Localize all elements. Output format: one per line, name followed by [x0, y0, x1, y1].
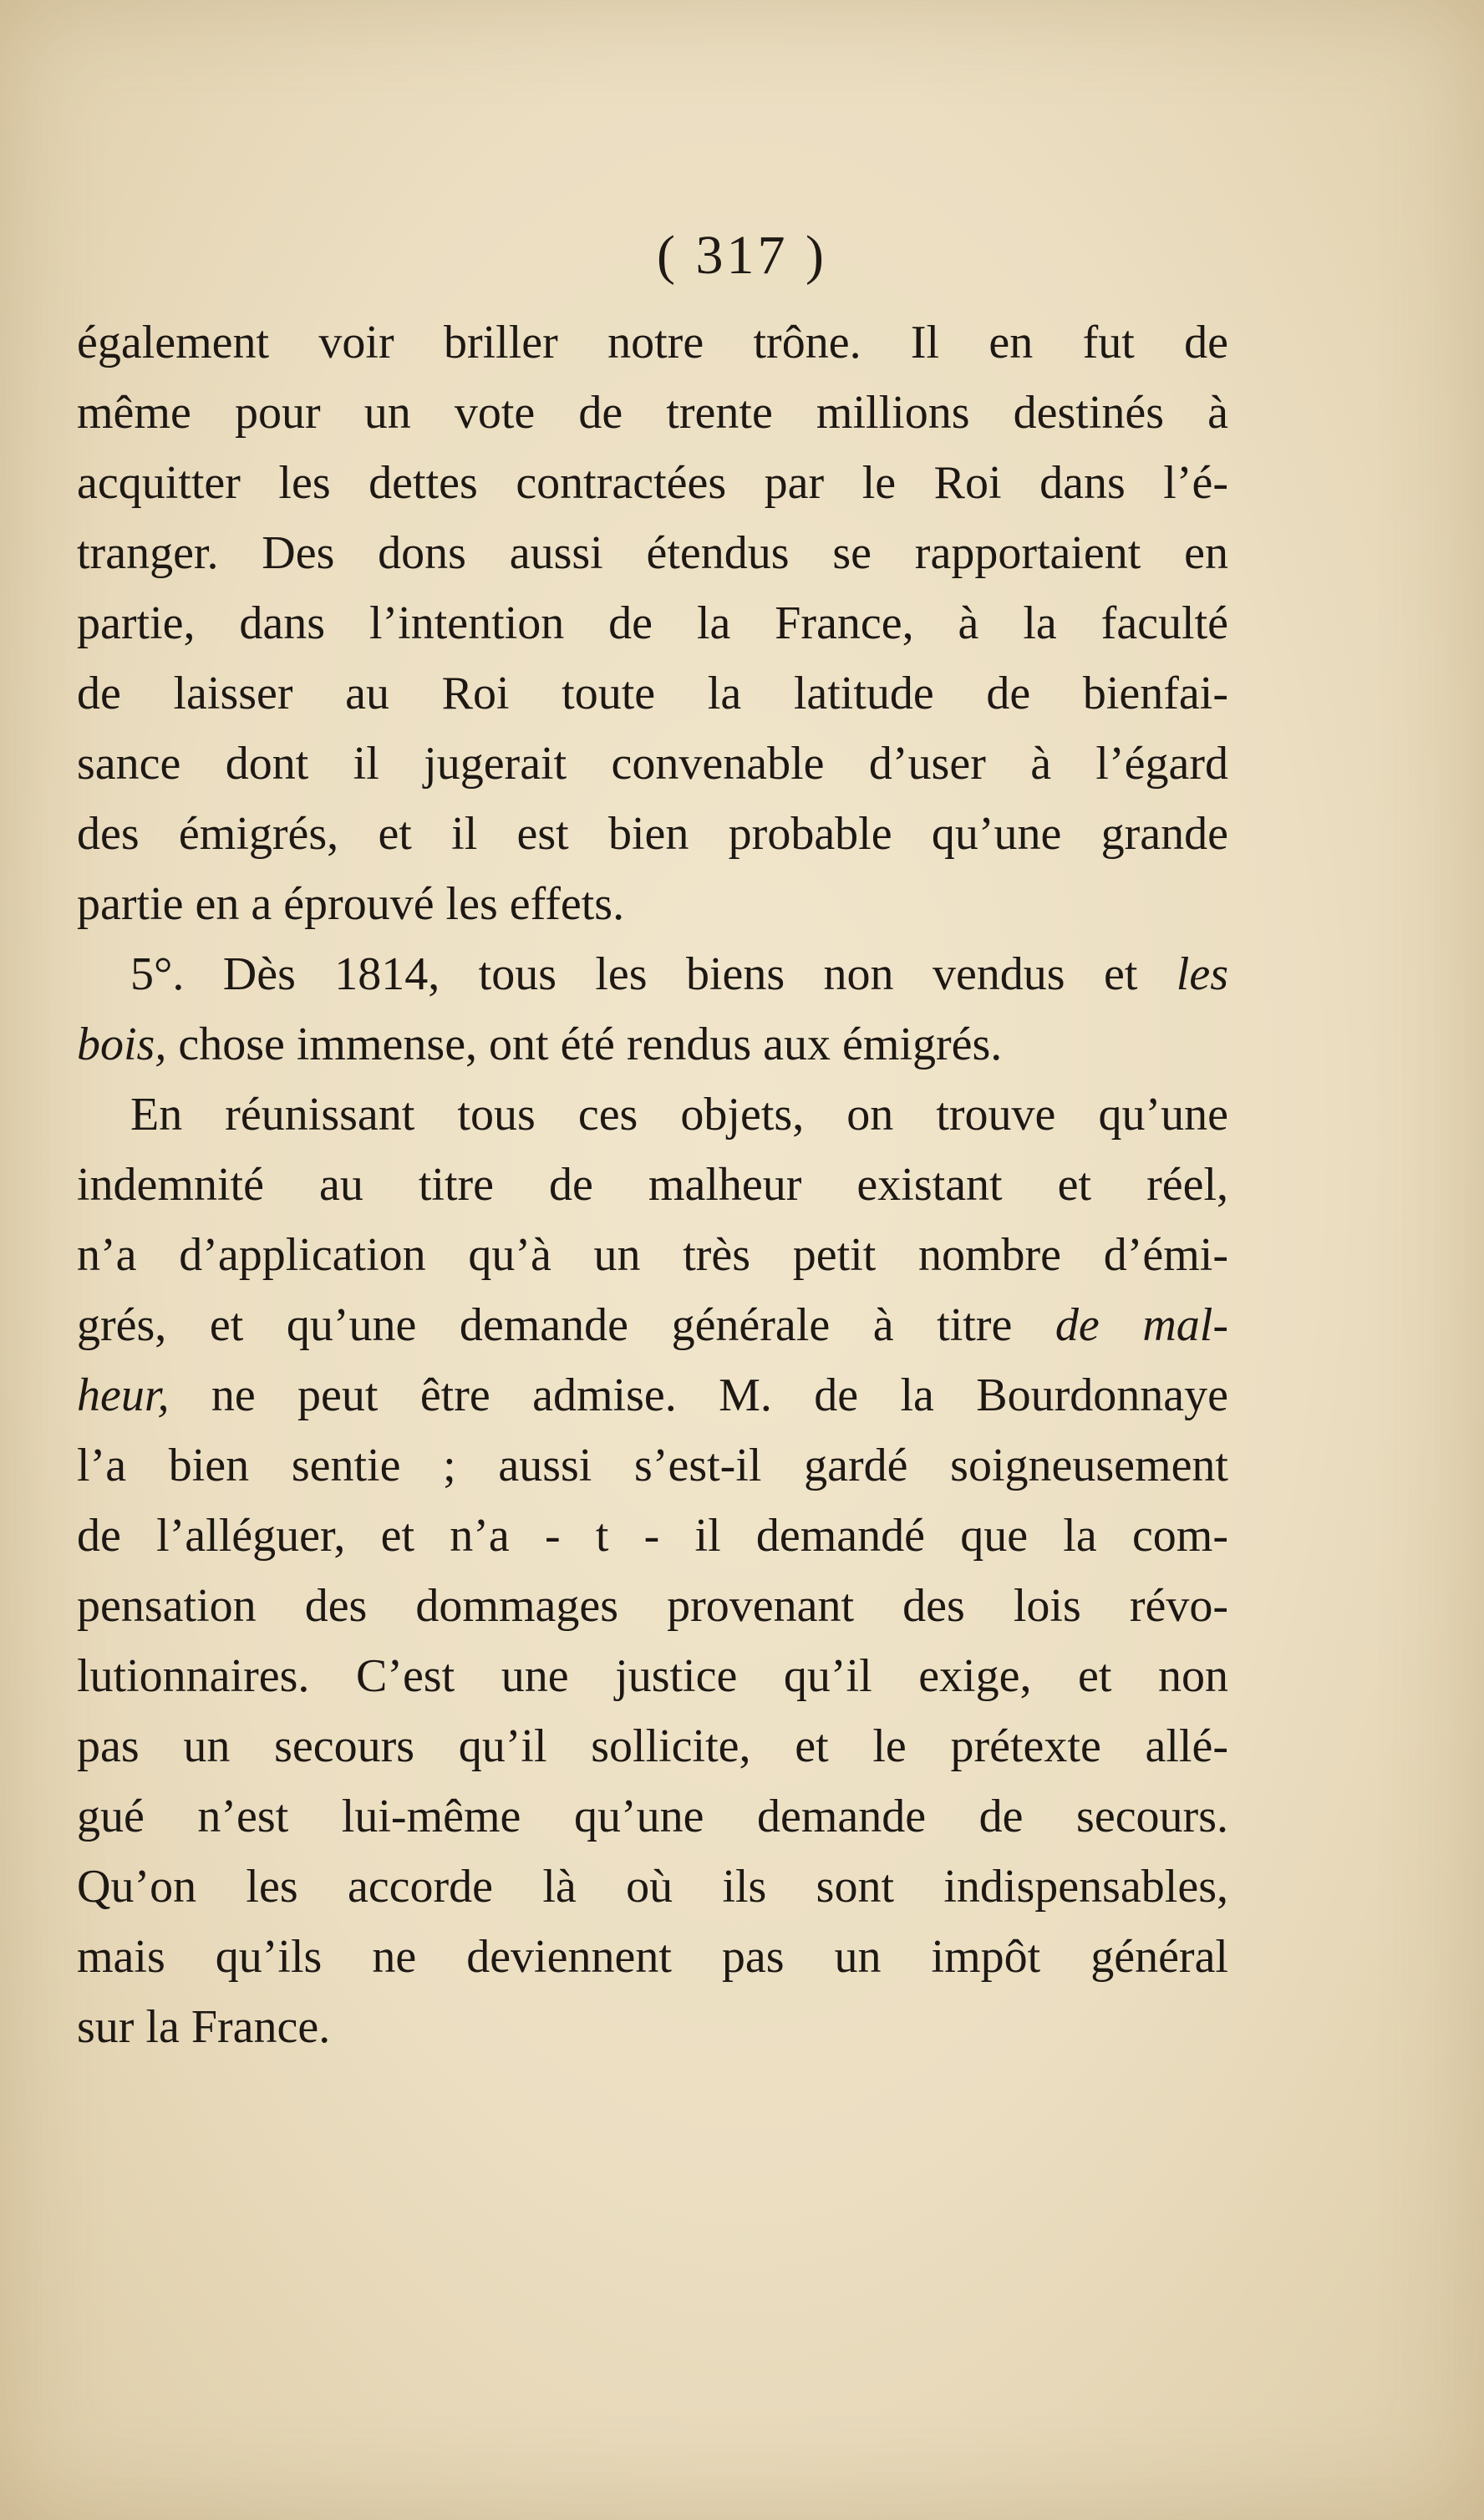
text-segment: sur la France. — [77, 2001, 331, 2053]
text-line — [77, 729, 1228, 799]
text-segment: ne peut être admise. M. de la Bourdonnaye — [169, 1369, 1228, 1421]
text-line — [77, 1711, 1228, 1781]
text-segment: pas un secours qu’il sollicite, et le prétexte allé- — [77, 1720, 1228, 1772]
text-line — [77, 588, 1228, 658]
paragraph-end-line — [77, 869, 1228, 939]
text-line — [77, 1781, 1228, 1852]
text-line — [77, 1150, 1228, 1220]
paragraph-start-line — [77, 1080, 1228, 1150]
text-segment: indemnité au titre de malheur existant et réel, — [77, 1159, 1228, 1211]
italic-segment: de mal- — [1055, 1299, 1228, 1351]
text-line — [77, 1571, 1228, 1641]
text-line — [77, 658, 1228, 729]
body-text — [77, 307, 1228, 2062]
page-number: ( 317 ) — [657, 225, 827, 286]
text-line — [77, 1430, 1228, 1501]
text-segment: gué n’est lui-même qu’une demande de secours. — [77, 1791, 1228, 1842]
text-segment: de l’alléguer, et n’a - t - il demandé que la com- — [77, 1510, 1228, 1562]
text-segment: grés, et qu’une demande générale à titre — [77, 1299, 1055, 1351]
text-segment: également voir briller notre trône. Il en fut de — [77, 317, 1228, 368]
text-line — [77, 448, 1228, 518]
text-segment: des émigrés, et il est bien probable qu’une grande — [77, 808, 1228, 860]
text-segment: 5°. Dès 1814, tous les biens non vendus et — [130, 948, 1177, 1000]
italic-segment: bois, — [77, 1019, 167, 1070]
text-line — [77, 1220, 1228, 1290]
text-segment: tranger. Des dons aussi étendus se rapportaient en — [77, 527, 1228, 579]
text-segment: acquitter les dettes contractées par le Roi dans l’é- — [77, 457, 1228, 509]
text-line — [77, 378, 1228, 448]
text-line — [77, 307, 1228, 378]
text-segment: Qu’on les accorde là où ils sont indispensables, — [77, 1861, 1228, 1913]
text-segment: En réunissant tous ces objets, on trouve qu’une — [130, 1089, 1228, 1141]
text-segment: partie en a éprouvé les effets. — [77, 878, 625, 930]
text-line — [77, 799, 1228, 869]
text-segment: n’a d’application qu’à un très petit nombre d’émi- — [77, 1229, 1228, 1281]
paragraph-end-line — [77, 1009, 1228, 1080]
italic-segment: les — [1176, 948, 1228, 1000]
text-segment: chose immense, ont été rendus aux émigrés. — [166, 1019, 1003, 1070]
text-line — [77, 1641, 1228, 1711]
text-segment: pensation des dommages provenant des lois révo- — [77, 1580, 1228, 1632]
text-segment: même pour un vote de trente millions destinés à — [77, 387, 1228, 439]
italic-segment: heur, — [77, 1369, 170, 1421]
text-line — [77, 1360, 1228, 1430]
text-segment: l’a bien sentie ; aussi s’est-il gardé soigneusement — [77, 1440, 1228, 1491]
text-line — [77, 1501, 1228, 1571]
paragraph-end-line — [77, 1992, 1228, 2062]
text-line — [77, 1290, 1228, 1360]
text-segment: de laisser au Roi toute la latitude de bienfai- — [77, 668, 1228, 719]
text-line — [77, 518, 1228, 588]
text-line — [77, 1922, 1228, 1992]
text-line — [77, 1852, 1228, 1922]
paragraph-start-line — [77, 939, 1228, 1009]
text-segment: lutionnaires. C’est une justice qu’il exige, et non — [77, 1650, 1228, 1702]
text-segment: sance dont il jugerait convenable d’user à l’égard — [77, 738, 1228, 790]
text-segment: partie, dans l’intention de la France, à la faculté — [77, 597, 1228, 649]
text-segment: mais qu’ils ne deviennent pas un impôt général — [77, 1931, 1228, 1983]
